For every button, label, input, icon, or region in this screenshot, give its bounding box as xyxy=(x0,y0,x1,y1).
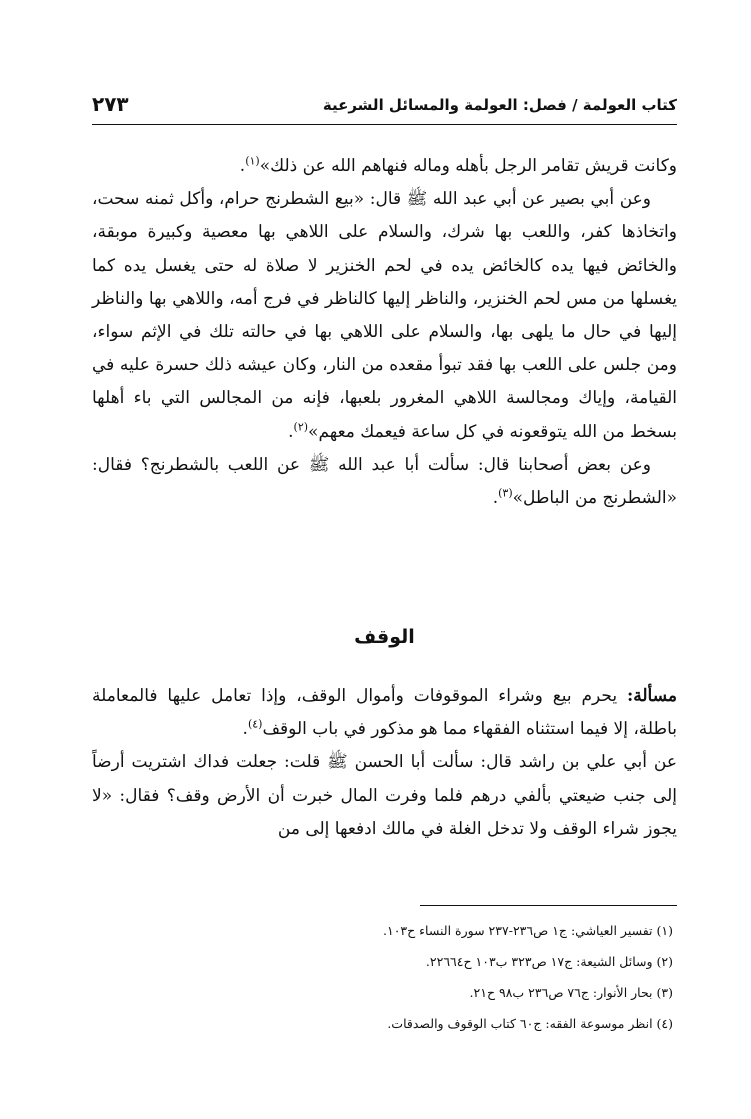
paragraph: مسألة: يحرم بيع وشراء الموقوفات وأموال الوقف، وإذا تعامل عليها فالمعاملة باطلة، إلا فيما استثناه الفقهاء مما هو مذكور في باب الوقف$^{(٤)}$. xyxy=(92,686,677,740)
issue-label: مسألة: xyxy=(626,686,677,706)
section-text xyxy=(92,680,677,846)
footnote-ref[interactable]: (٤) xyxy=(247,717,263,731)
header-title: كتاب العولمة / فصل: العولمة والمسائل الشرعية xyxy=(322,96,677,114)
paragraph: عن أبي علي بن راشد قال: سألت أبا الحسن ﷺ قلت: جعلت فداك اشتريت أرضاً إلى جنب ضيعتي بألفي درهم فلما وفرت المال خبرت أن الأرض وقف؟ فقال: «لا يجوز شراء الوقف ولا تدخل الغلة في مالك ادفعها إلى من xyxy=(92,752,677,839)
page-number: ٢٧٣ xyxy=(92,92,129,116)
footnote: (٤) انظر موسوعة الفقه: ج٦٠ كتاب الوقوف والصدقات. xyxy=(387,1016,673,1031)
section-heading: الوقف xyxy=(354,626,415,648)
header-divider xyxy=(92,124,677,125)
paragraph: وعن بعض أصحابنا قال: سألت أبا عبد الله ﷺ عن اللعب بالشطرنج؟ فقال: «الشطرنج من الباطل»$^{(٣)}$. xyxy=(92,454,677,509)
footnote: (٢) وسائل الشيعة: ج١٧ ص٣٢٣ ب١٠٣ ح٢٢٦٦٤. xyxy=(425,954,673,969)
footnote: (٣) بحار الأنوار: ج٧٦ ص٢٣٦ ب٩٨ ح٢١. xyxy=(469,985,673,1000)
footnote-ref[interactable]: (٢) xyxy=(293,419,309,433)
footnote-ref[interactable]: (٣) xyxy=(498,486,513,500)
paragraph: وكانت قريش تقامر الرجل بأهله وماله فنهاهم الله عن ذلك»$^{(١)}$. xyxy=(239,154,677,176)
footnote-ref[interactable]: (١) xyxy=(245,154,260,168)
main-text xyxy=(92,150,677,515)
running-header xyxy=(92,94,677,122)
paragraph: وعن أبي بصير عن أبي عبد الله ﷺ قال: «بيع الشطرنج حرام، وأكل ثمنه سحت، واتخاذها كفر، واللعب بها شرك، والسلام على اللاهي بها معصية وكبيرة موبقة، والخائض فيها يده كالخائض يده في لحم الخنزير لا صلاة له حتى يغسل يده كما يغسلها من مس لحم الخنزير، والناظر إليها كالناظر في فرج أمه، واللاهي بها والناظر إليها في حال ما يلهى بها، والسلام على اللاهي بها في حالته تلك في الإثم سواء، ومن جلس على اللعب بها فقد تبوأ مقعده من النار، وكان عيشه ذلك حسرة عليه في القيامة، وإياك ومجالسة اللاهي المغرور بلعبها، فإنه من المجالس التي باء أهلها بسخط من الله يتوقعونه في كل ساعة فيعمك معهم»$^{(٢)}$. xyxy=(92,189,677,442)
footnote: (١) تفسير العياشي: ج١ ص٢٣٦-٢٣٧ سورة النساء ح١٠٣. xyxy=(383,923,673,938)
footnotes-list xyxy=(92,915,673,1039)
footnote-divider xyxy=(420,905,677,906)
